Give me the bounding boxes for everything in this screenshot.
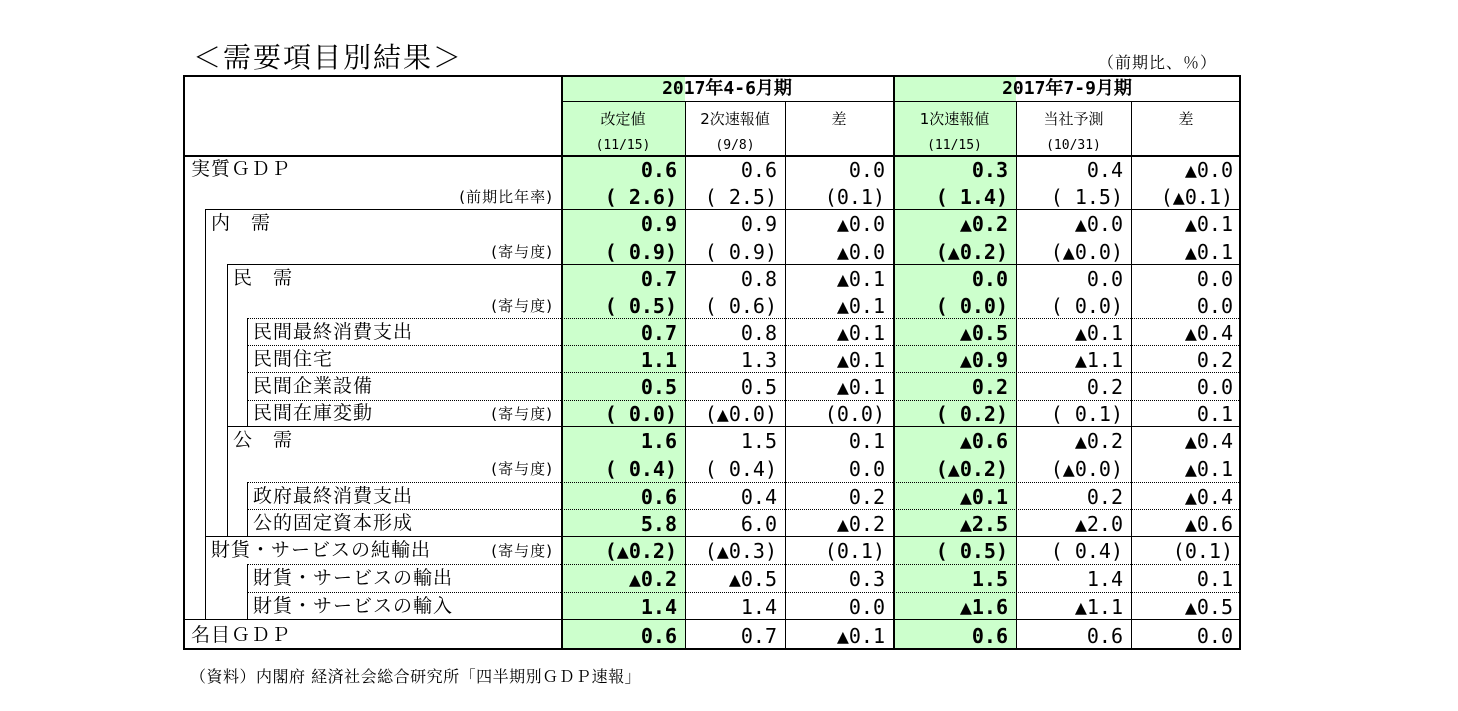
row-label: 政府最終消費支出 bbox=[253, 485, 414, 507]
table-cell: 0.7 bbox=[740, 624, 777, 648]
table-cell: 0.2 bbox=[848, 485, 885, 509]
table-cell: ( 0.9) bbox=[704, 240, 777, 264]
table-cell: 0.3 bbox=[971, 158, 1008, 182]
table-cell: ▲0.0 bbox=[836, 240, 885, 264]
table-cell: (0.1) bbox=[1172, 539, 1233, 563]
table-cell: ( 0.5) bbox=[604, 294, 677, 318]
table-cell: 0.0 bbox=[1196, 267, 1233, 291]
table-cell: ▲1.6 bbox=[959, 595, 1008, 619]
table-cell: 1.1 bbox=[640, 348, 677, 372]
table-cell: ▲0.0 bbox=[836, 212, 885, 236]
table-cell: ( 0.4) bbox=[704, 457, 777, 481]
row-label: 財貨・サービスの輸出 bbox=[253, 567, 454, 589]
table-cell: 0.6 bbox=[740, 158, 777, 182]
demand-components-table bbox=[183, 75, 1241, 650]
table-cell: (▲0.2) bbox=[935, 240, 1008, 264]
table-cell: 0.1 bbox=[1196, 567, 1233, 591]
table-cell: ▲0.1 bbox=[836, 267, 885, 291]
table-title: ＜需要項目別結果＞ bbox=[193, 41, 464, 74]
table-cell: ( 0.0) bbox=[1050, 294, 1123, 318]
row-label: 民間最終消費支出 bbox=[253, 321, 414, 343]
table-cell: ▲0.2 bbox=[836, 512, 885, 536]
table-cell: ▲0.1 bbox=[836, 375, 885, 399]
column-date: (9/8) bbox=[715, 138, 755, 153]
table-cell: 5.8 bbox=[640, 512, 677, 536]
table-cell: 0.6 bbox=[640, 485, 677, 509]
row-label: 公的固定資本形成 bbox=[253, 512, 414, 534]
table-cell: ▲0.2 bbox=[959, 212, 1008, 236]
table-cell: ( 1.5) bbox=[1050, 185, 1123, 209]
table-cell: (0.1) bbox=[824, 539, 885, 563]
table-cell: ▲0.1 bbox=[959, 485, 1008, 509]
table-cell: 1.5 bbox=[740, 429, 777, 453]
table-cell: ▲0.4 bbox=[1184, 321, 1233, 345]
table-cell: 0.3 bbox=[848, 567, 885, 591]
table-cell: 0.8 bbox=[740, 267, 777, 291]
table-cell: ( 1.4) bbox=[935, 185, 1008, 209]
table-cell: ▲2.5 bbox=[959, 512, 1008, 536]
table-cell: 0.6 bbox=[971, 624, 1008, 648]
table-cell: ▲1.1 bbox=[1074, 348, 1123, 372]
table-cell: 0.8 bbox=[740, 321, 777, 345]
table-cell: 0.0 bbox=[848, 595, 885, 619]
table-cell: (▲0.3) bbox=[704, 539, 777, 563]
table-cell: 0.5 bbox=[740, 375, 777, 399]
table-cell: 0.2 bbox=[1196, 348, 1233, 372]
period-header: 2017年7-9月期 bbox=[1002, 78, 1132, 99]
table-cell: 0.1 bbox=[848, 429, 885, 453]
table-cell: 0.5 bbox=[640, 375, 677, 399]
table-cell: (▲0.0) bbox=[1050, 240, 1123, 264]
row-label: 民間住宅 bbox=[253, 348, 334, 370]
table-cell: ▲0.1 bbox=[836, 321, 885, 345]
table-cell: ▲0.1 bbox=[1184, 457, 1233, 481]
table-cell: ▲0.1 bbox=[1074, 321, 1123, 345]
table-cell: ▲0.1 bbox=[1184, 212, 1233, 236]
table-cell: 0.2 bbox=[1086, 485, 1123, 509]
table-cell: (▲0.0) bbox=[1050, 457, 1123, 481]
row-sublabel: (寄与度) bbox=[491, 460, 553, 478]
row-label: 財貨・サービスの純輸出 bbox=[211, 539, 432, 561]
row-sublabel: (寄与度) bbox=[491, 243, 553, 261]
row-label: 民間企業設備 bbox=[253, 375, 374, 397]
table-cell: 0.4 bbox=[1086, 158, 1123, 182]
table-cell: ▲0.0 bbox=[1074, 212, 1123, 236]
table-cell: (▲0.0) bbox=[704, 402, 777, 426]
table-cell: ( 0.0) bbox=[604, 402, 677, 426]
table-cell: ▲0.6 bbox=[959, 429, 1008, 453]
row-label: 公 需 bbox=[233, 429, 294, 451]
table-cell: ▲0.1 bbox=[836, 348, 885, 372]
table-cell: ( 0.2) bbox=[935, 402, 1008, 426]
row-label: 民 需 bbox=[233, 267, 294, 289]
table-cell: 0.0 bbox=[848, 158, 885, 182]
table-cell: ▲2.0 bbox=[1074, 512, 1123, 536]
table-cell: ▲0.0 bbox=[1184, 158, 1233, 182]
column-header: 差 bbox=[831, 110, 847, 128]
table-cell: 0.0 bbox=[1196, 375, 1233, 399]
table-cell: ▲0.5 bbox=[728, 567, 777, 591]
row-sublabel: (前期比年率) bbox=[459, 188, 553, 206]
table-cell: 0.7 bbox=[640, 267, 677, 291]
table-cell: 1.4 bbox=[740, 595, 777, 619]
table-cell: 1.6 bbox=[640, 429, 677, 453]
table-cell: 0.0 bbox=[1196, 624, 1233, 648]
table-cell: 0.0 bbox=[848, 457, 885, 481]
row-label: 民間在庫変動 bbox=[253, 402, 374, 424]
table-cell: ( 0.4) bbox=[1050, 539, 1123, 563]
table-cell: ▲0.1 bbox=[836, 624, 885, 648]
row-note: (寄与度) bbox=[491, 405, 553, 423]
table-cell: ▲0.9 bbox=[959, 348, 1008, 372]
table-cell: 0.6 bbox=[640, 158, 677, 182]
table-cell: 0.6 bbox=[640, 624, 677, 648]
unit-note: （前期比、％） bbox=[1098, 53, 1218, 72]
column-header: 改定値 bbox=[600, 110, 646, 128]
period-header: 2017年4-6月期 bbox=[662, 78, 792, 99]
table-cell: ( 2.5) bbox=[704, 185, 777, 209]
table-cell: ( 2.6) bbox=[604, 185, 677, 209]
table-cell: 1.4 bbox=[1086, 567, 1123, 591]
table-cell: ▲1.1 bbox=[1074, 595, 1123, 619]
table-cell: 0.2 bbox=[1086, 375, 1123, 399]
row-note: (寄与度) bbox=[491, 542, 553, 560]
row-label: 財貨・サービスの輸入 bbox=[253, 595, 454, 617]
table-cell: (▲0.2) bbox=[604, 539, 677, 563]
table-cell: ( 0.5) bbox=[935, 539, 1008, 563]
table-cell: (0.0) bbox=[824, 402, 885, 426]
table-cell: 6.0 bbox=[740, 512, 777, 536]
table-cell: ( 0.4) bbox=[604, 457, 677, 481]
table-cell: (0.1) bbox=[824, 185, 885, 209]
row-label: 内 需 bbox=[211, 212, 272, 234]
table-cell: 1.5 bbox=[971, 567, 1008, 591]
table-cell: ( 0.9) bbox=[604, 240, 677, 264]
table-cell: ( 0.0) bbox=[935, 294, 1008, 318]
column-date: (10/31) bbox=[1046, 138, 1101, 153]
table-cell: ( 0.1) bbox=[1050, 402, 1123, 426]
table-cell: ▲0.1 bbox=[836, 294, 885, 318]
column-header: 1次速報値 bbox=[919, 110, 990, 128]
table-cell: ▲0.2 bbox=[1074, 429, 1123, 453]
column-date: (11/15) bbox=[595, 138, 651, 153]
table-cell: 0.7 bbox=[640, 321, 677, 345]
table-cell: ▲0.4 bbox=[1184, 485, 1233, 509]
column-header: 当社予測 bbox=[1043, 110, 1104, 128]
header-divider bbox=[561, 101, 1241, 102]
table-cell: 0.0 bbox=[1086, 267, 1123, 291]
table-cell: ▲0.4 bbox=[1184, 429, 1233, 453]
column-date: (11/15) bbox=[927, 138, 982, 153]
table-cell: 0.4 bbox=[740, 485, 777, 509]
column-header: 2次速報値 bbox=[700, 110, 770, 128]
table-cell: ▲0.6 bbox=[1184, 512, 1233, 536]
table-cell: 0.9 bbox=[640, 212, 677, 236]
row-sublabel: (寄与度) bbox=[491, 297, 553, 315]
table-cell: (▲0.1) bbox=[1160, 185, 1233, 209]
table-cell: ( 0.6) bbox=[704, 294, 777, 318]
row-label: 名目ＧＤＰ bbox=[191, 624, 292, 646]
table-cell: 0.0 bbox=[1196, 294, 1233, 318]
table-cell: 1.3 bbox=[740, 348, 777, 372]
table-cell: ▲0.1 bbox=[1184, 240, 1233, 264]
table-cell: 0.0 bbox=[971, 267, 1008, 291]
column-header: 差 bbox=[1178, 110, 1194, 128]
table-cell: 0.2 bbox=[971, 375, 1008, 399]
row-label: 実質ＧＤＰ bbox=[191, 158, 292, 180]
table-cell: ▲0.5 bbox=[1184, 595, 1233, 619]
source-note: （資料）内閣府 経済社会総合研究所「四半期別ＧＤＰ速報」 bbox=[190, 667, 642, 686]
table-cell: 0.9 bbox=[740, 212, 777, 236]
table-cell: ▲0.5 bbox=[959, 321, 1008, 345]
table-cell: ▲0.2 bbox=[628, 567, 677, 591]
table-cell: 0.6 bbox=[1086, 624, 1123, 648]
table-cell: 1.4 bbox=[640, 595, 677, 619]
table-cell: (▲0.2) bbox=[935, 457, 1008, 481]
table-cell: 0.1 bbox=[1196, 402, 1233, 426]
